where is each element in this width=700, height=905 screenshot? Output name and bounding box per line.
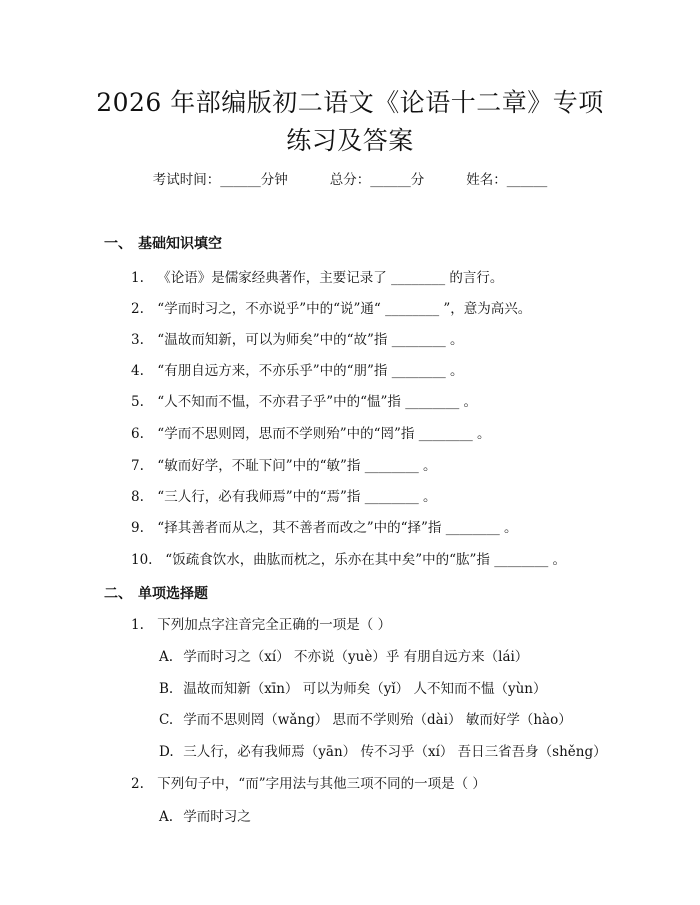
fill-question-8: 8. “三人行，必有我师焉”中的“焉”指 ________ 。	[131, 489, 437, 505]
section-2-number: 二、	[104, 586, 132, 602]
exam-score: 总分：______分	[329, 172, 425, 188]
choice-question-1-option-a: A. 学而时习之（xí） 不亦说（yuè）乎 有朋自远方来（lái）	[159, 649, 529, 665]
exam-meta	[0, 168, 700, 188]
fill-question-4: 4. “有朋自远方来，不亦乐乎”中的“朋”指 ________ 。	[131, 363, 464, 379]
section-2-title: 单项选择题	[138, 586, 208, 602]
choice-question-2: 2. 下列句子中，“而”字用法与其他三项不同的一项是（ ）	[131, 776, 486, 792]
choice-question-2-option-a: A. 学而时习之	[159, 809, 251, 825]
choice-question-1-option-c: C. 学而不思则罔（wǎng） 思而不学则殆（dài） 敏而好学（hào）	[159, 712, 572, 728]
section-1-number: 一、	[104, 236, 132, 252]
fill-question-2: 2. “学而时习之，不亦说乎”中的“说”通“ ________ ”，意为高兴。	[131, 301, 532, 317]
section-1-heading	[104, 233, 222, 253]
choice-question-1: 1. 下列加点字注音完全正确的一项是（ ）	[131, 617, 392, 633]
section-2-heading	[104, 583, 208, 603]
fill-question-9: 9. “择其善者而从之，其不善者而改之”中的“择”指 ________ 。	[131, 520, 518, 536]
fill-question-1: 1. 《论语》是儒家经典著作，主要记录了 ________ 的言行。	[131, 270, 504, 286]
section-1-title: 基础知识填空	[138, 236, 222, 252]
document-title-line-2: 练习及答案	[286, 126, 414, 155]
choice-question-1-option-b: B. 温故而知新（xīn） 可以为师矣（yǐ） 人不知而不愠（yùn）	[159, 681, 547, 697]
fill-question-3: 3. “温故而知新，可以为师矣”中的“故”指 ________ 。	[131, 332, 464, 348]
fill-question-7: 7. “敏而好学，不耻下问”中的“敏”指 ________ 。	[131, 458, 437, 474]
choice-question-1-option-d: D. 三人行，必有我师焉（yān） 传不习乎（xí） 吾日三省吾身（shěng）	[159, 744, 607, 760]
student-name: 姓名：______	[466, 172, 548, 188]
exam-time: 考试时间：______分钟	[152, 172, 288, 188]
fill-question-5: 5. “人不知而不愠，不亦君子乎”中的“愠”指 ________ 。	[131, 394, 477, 410]
document-title-line-1: 2026 年部编版初二语文《论语十二章》专项	[96, 88, 604, 117]
fill-question-6: 6. “学而不思则罔，思而不学则殆”中的“罔”指 ________ 。	[131, 426, 491, 442]
fill-question-10: 10. “饭疏食饮水，曲肱而枕之，乐亦在其中矣”中的“肱”指 ________ 。	[131, 552, 566, 568]
